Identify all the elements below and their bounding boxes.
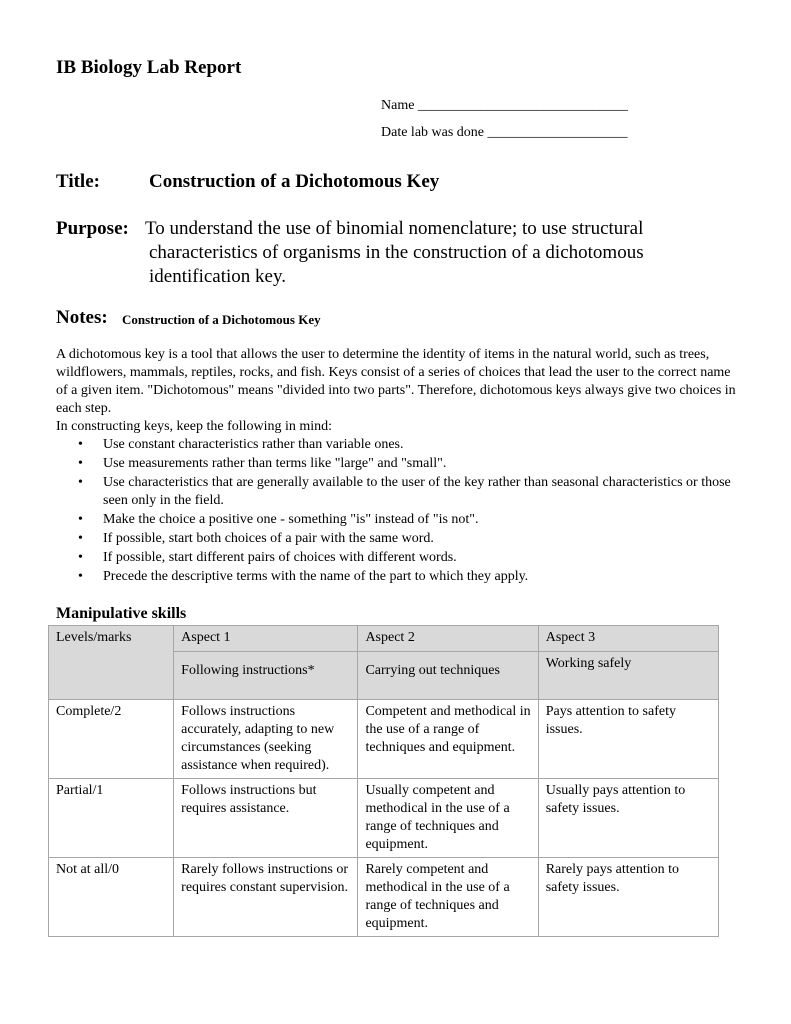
header-cell-levels: Levels/marks [49,626,174,700]
subheader-cell-working-safely: Working safely [538,652,718,700]
header-cell-aspect-2: Aspect 2 [358,626,538,652]
bullet-icon: • [78,437,83,452]
notes-subtitle: Construction of a Dichotomous Key [122,312,321,327]
table-row [49,779,719,858]
list-item: • Use constant characteristics rather than variable ones. [78,437,404,452]
table-cell: Usually pays attention to safety issues. [538,779,718,858]
notes-paragraph: A dichotomous key is a tool that allows the user to determine the identity of items in the natural world, such as trees, wildflowers, mammals, reptiles, rocks, and fish. Keys consist of a series of choices that lead the user to the correct name of a given item. "Dichotomous" means "divided into two parts". Therefore, dichotomous keys always give two choices in each step. [56,347,736,416]
list-item: • If possible, start both choices of a pair with the same word. [78,531,434,546]
table-cell: Rarely competent and methodical in the use of a range of techniques and equipment. [358,858,538,937]
date-field: Date lab was done ____________________ [381,125,628,140]
list-item: • Precede the descriptive terms with the name of the part to which they apply. [78,569,529,584]
purpose-label: Purpose: [56,218,129,239]
purpose-text: To understand the use of binomial nomenclature; to use structural characteristics of organisms in the construction of a dichotomous identification key. [145,218,644,287]
notes-label: Notes: [56,307,108,328]
bullet-icon: • [78,550,83,565]
table-header-row [49,626,719,652]
bullet-icon: • [78,569,83,584]
list-item: • If possible, start different pairs of choices with different words. [78,550,457,565]
document-title: IB Biology Lab Report [56,57,242,78]
bullet-icon: • [78,456,83,471]
list-item: • Use measurements rather than terms like "large" and "small". [78,456,447,471]
lab-title: Construction of a Dichotomous Key [149,171,440,192]
bullet-icon: • [78,512,83,527]
subheader-cell-carrying-out-techniques: Carrying out techniques [358,652,538,700]
level-cell: Not at all/0 [49,858,174,937]
bullet-icon: • [78,531,83,546]
name-field: Name ______________________________ [381,98,628,113]
table-cell: Follows instructions but requires assistance. [174,779,358,858]
table-cell: Competent and methodical in the use of a range of techniques and equipment. [358,700,538,779]
header-cell-aspect-3: Aspect 3 [538,626,718,652]
table-cell: Follows instructions accurately, adapting to new circumstances (seeking assistance when required). [174,700,358,779]
table-row [49,700,719,779]
guidelines-list [76,436,736,587]
title-label: Title: [56,171,100,192]
table-cell: Rarely pays attention to safety issues. [538,858,718,937]
table-cell: Rarely follows instructions or requires constant supervision. [174,858,358,937]
bullet-icon: • [78,475,83,490]
list-item: • Make the choice a positive one - something "is" instead of "is not". [78,512,479,527]
table-row [49,858,719,937]
table-cell: Pays attention to safety issues. [538,700,718,779]
notes-intro: In constructing keys, keep the following in mind: [56,419,333,434]
header-cell-aspect-1: Aspect 1 [174,626,358,652]
table-cell: Usually competent and methodical in the use of a range of techniques and equipment. [358,779,538,858]
rubric-heading: Manipulative skills [56,605,187,622]
subheader-cell-following-instructions: Following instructions* [174,652,358,700]
rubric-table [48,625,719,937]
level-cell: Complete/2 [49,700,174,779]
level-cell: Partial/1 [49,779,174,858]
list-item: • Use characteristics that are generally available to the user of the key rather than seasonal characteristics or those seen only in the field. [78,475,731,508]
